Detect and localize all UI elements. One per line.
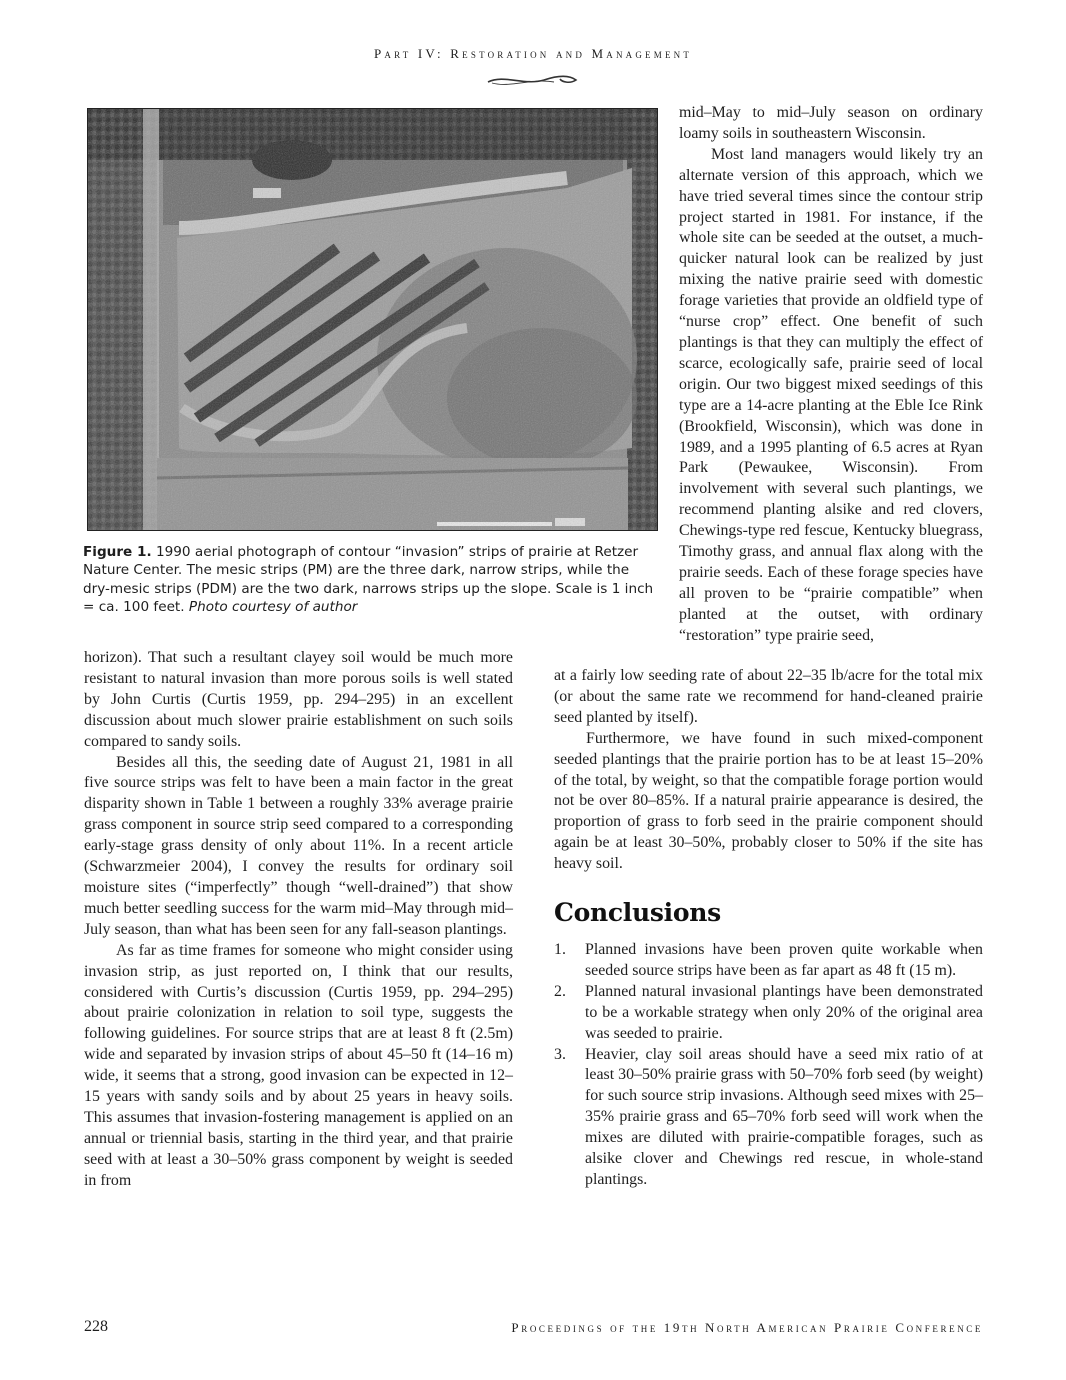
paragraph: Furthermore, we have found in such mixed-component seeded plantings that the prairie portion has to be at least 15–20% of the total, by weight, so that the compatible forage portion would not be over 80–85%. If a natural prairie appearance is desired, the proportion of grass to forb seed in the prairie component should again be at least 30–50%, probably closer to 50% if the site has heavy soil. bbox=[554, 729, 983, 873]
conclusions-list bbox=[554, 940, 983, 1191]
paragraph: mid–May to mid–July season on ordinary loamy soils in southeastern Wisconsin. bbox=[679, 104, 983, 142]
figure-caption-label: Figure 1. bbox=[83, 544, 152, 560]
list-item-text: Heavier, clay soil areas should have a seed mix ratio of at least 30–50% prairie grass with 50–70% forb seed (by weight) for such source strip invasions. Although seed mixes with 25–35% prairie grass and 65–70% forb seed will work when the mixes are diluted with prairie-compatible forages, such as alsike clover and Chewings red rescue, in whole-stand plantings. bbox=[585, 1045, 983, 1188]
list-item-text: Planned natural invasional plantings have been demonstrated to be a workable strategy when only 20% of the original area was seeded to prairie. bbox=[585, 982, 983, 1042]
conclusions-heading: Conclusions bbox=[554, 898, 721, 927]
left-column-lower bbox=[84, 648, 513, 1192]
running-foot: Proceedings of the 19th North American Prairie Conference bbox=[511, 1320, 983, 1335]
paragraph: Besides all this, the seeding date of August 21, 1981 in all five source strips was felt to have been a main factor in the great disparity shown in Table 1 between a roughly 33% average prairie grass component in source strip seed compared to a corresponding early-stage grass density of only about 11%. In a recent article (Schwarzmeier 2004), I convey the results for ordinary soil moisture sites (“imperfectly” though “well-drained”) that show much better seedling success for the warm mid–May through mid–July season, than what has been seen for any fall-season plantings. bbox=[84, 753, 513, 938]
list-item bbox=[554, 982, 983, 1045]
list-item bbox=[554, 940, 983, 982]
paragraph: As far as time frames for someone who might consider using invasion strip, as just reported on, I think that our results, considered with Curtis’s discussion (Curtis 1959, pp. 294–295) about prairie colonization in relation to soil type, suggests the following guidelines. For source strips that are at least 8 ft (2.5m) wide and separated by invasion strips of about 45–50 ft (14–16 m) wide, it seems that a strong, good invasion can be expected in 12–15 years with sandy soils and by about 25 years in heavy soils. This assumes that invasion-fostering management is applied on an annual or triennial basis, starting in the third year, and that prairie seed with at least a 30–50% grass component by weight is seeded in from bbox=[84, 941, 513, 1189]
list-item-number: 3. bbox=[554, 1045, 566, 1063]
figure-caption-credit: Photo courtesy of author bbox=[188, 599, 358, 616]
list-item bbox=[554, 1045, 983, 1191]
figure-caption bbox=[83, 543, 658, 617]
list-item-text: Planned invasions have been proven quite workable when seeded source strips have been as far apart as 48 ft (15 m). bbox=[585, 941, 983, 979]
aerial-photograph bbox=[87, 108, 658, 531]
list-item-number: 2. bbox=[554, 982, 566, 1000]
right-column-upper bbox=[679, 103, 983, 647]
running-head: Part IV: Restoration and Management bbox=[373, 46, 693, 61]
figure-caption-text: 1990 aerial photograph of contour “invasion” strips of prairie at Retzer Nature Center. The mesic strips (PM) are the three dark, narrow strips, while the dry-mesic strips (PDM) are the two dark, narrows strips up the slope. Scale is 1 inch = ca. 100 feet. bbox=[83, 544, 654, 616]
right-column-lower bbox=[554, 666, 983, 875]
paragraph: Most land managers would likely try an alternate version of this approach, which we have tried several times since the contour strip project started in 1981. For instance, if the whole site can be seeded at the outset, a much-quicker natural look can be realized by just mixing the native prairie seed with domestic forage varieties that provide an oldfield type of “nurse crop” effect. One benefit of such plantings is that they can multiply the effect of scarce, ecologically safe, prairie seed of local origin. Our two biggest mixed seedings of this type are a 14-acre planting at the Eble Ice Rink (Brookfield, Wisconsin), which was done in 1989, and a 1995 planting of 6.5 acres at Ryan Park (Pewaukee, Wisconsin). From involvement with several such plantings, we recommend planting alsike and red clovers, Chewings-type red fescue, Kentucky bluegrass, Timothy grass, and annual flax along with the prairie seeds. Each of these forage species have all proven to be “prairie compatible” when planted at the outset, with ordinary “restoration” type prairie seed, bbox=[679, 145, 983, 644]
list-item-number: 1. bbox=[554, 941, 566, 958]
ornament-flourish bbox=[484, 70, 582, 90]
paragraph: horizon). That such a resultant clayey soil would be much more resistant to natural invasion than more porous soils is well stated by John Curtis (Curtis 1959, pp. 294–295) in an excellent discussion about much slower prairie establishment on such soils compared to sandy soils. bbox=[84, 649, 513, 750]
page-number: 228 bbox=[84, 1318, 108, 1335]
paragraph: at a fairly low seeding rate of about 22–35 lb/acre for the total mix (or about the same rate we recommend for hand-cleaned prairie seed planted by itself). bbox=[554, 667, 983, 726]
